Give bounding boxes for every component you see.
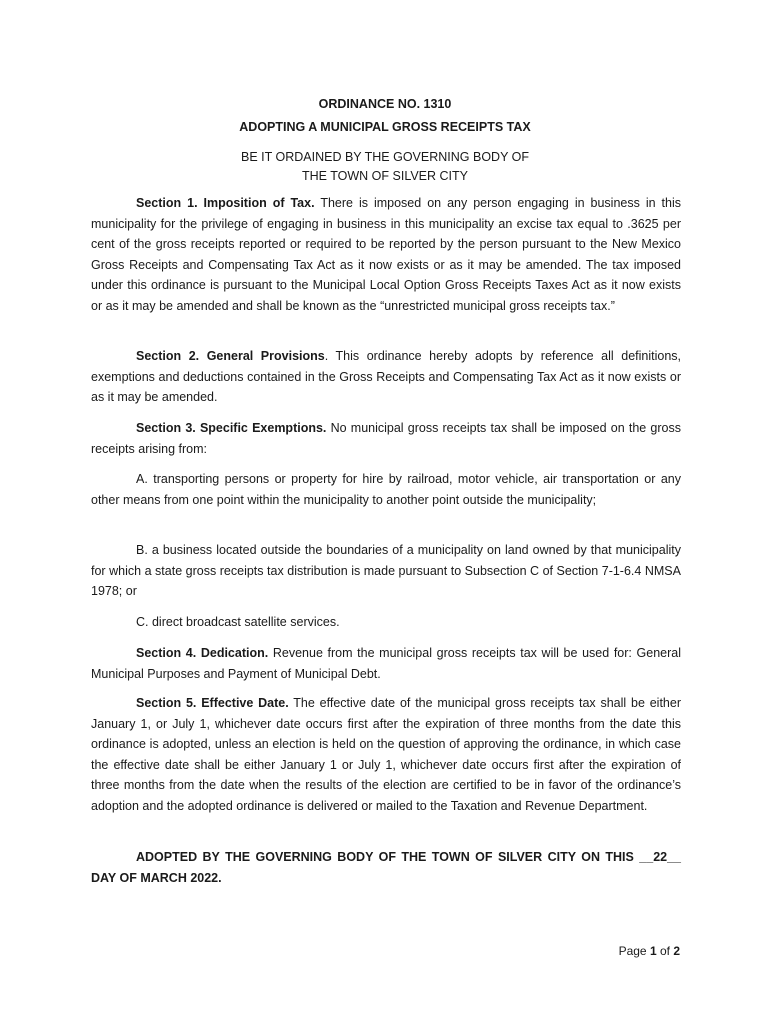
section-2-body: . This ordinance hereby adopts by reference all definitions, exemptions and deductions contained in the Gross Receipts and Compensating Tax Act as it now exists or as it may be amended. — [91, 349, 681, 405]
page-label: Page — [618, 944, 650, 958]
section-3-body: No municipal gross receipts tax shall be imposed on the gross receipts arising from: — [91, 421, 681, 456]
item-c-text: C. direct broadcast satellite services. — [136, 615, 340, 629]
adoption-statement — [91, 847, 681, 888]
adoption-text: ADOPTED BY THE GOVERNING BODY OF THE TOWN OF SILVER CITY ON THIS __22__ DAY OF MARCH 2022. — [91, 850, 681, 885]
page-total: 2 — [673, 944, 680, 958]
ordinance-title: ORDINANCE NO. 1310 — [318, 97, 452, 111]
section-5-heading: Section 5. Effective Date. — [136, 696, 289, 710]
section-2-heading: Section 2. General Provisions — [136, 349, 325, 363]
section-1-body: There is imposed on any person engaging in business in this municipality for the privilege of engaging in business in this municipality an excise tax equal to .3625 per cent of the gross receipts reported or required to be reported by the person pursuant to the New Mexico Gross Receipts and Compensating Tax Act as it now exists or as it may be amended. The tax imposed under this ordinance is pursuant to the Municipal Local Option Gross Receipts Taxes Act as it now exists or as it may be amended and shall be known as the “unrestricted municipal gross receipts tax.” — [91, 196, 682, 313]
exemption-item-a — [91, 469, 681, 510]
section-3 — [91, 418, 681, 459]
item-a-text: A. transporting persons or property for hire by railroad, motor vehicle, air transportation or any other means from one point within the municipality to another point outside the municipality; — [91, 472, 681, 507]
section-2 — [91, 346, 681, 408]
exemption-item-b — [91, 540, 681, 602]
item-b-text: B. a business located outside the boundaries of a municipality on land owned by that municipality for which a state gross receipts tax distribution is made pursuant to Subsection C of Section 7-1-6.4 NMSA 1978; or — [91, 543, 681, 599]
section-4 — [91, 643, 681, 684]
page-of: of — [656, 944, 674, 958]
section-5-body: The effective date of the municipal gross receipts tax shall be either January 1, or July 1, whichever date occurs first after the expiration of three months from the date this ordinance is adopted, unless an election is held on the question of approving the ordinance, in which case the effective date shall be either January 1 or July 1, whichever date occurs first after the expiration of three months from the date when the results of the election are certified to be in favor of the ordinance’s adoption and the adopted ordinance is delivered or mailed to the Taxation and Revenue Department. — [91, 696, 681, 813]
ordinance-subtitle: ADOPTING A MUNICIPAL GROSS RECEIPTS TAX — [239, 120, 531, 134]
enactment-line-2: THE TOWN OF SILVER CITY — [302, 169, 468, 183]
enactment-line-1: BE IT ORDAINED BY THE GOVERNING BODY OF — [240, 150, 530, 164]
section-4-body: Revenue from the municipal gross receipts tax will be used for: General Municipal Purposes and Payment of Municipal Debt. — [91, 646, 681, 681]
section-3-heading: Section 3. Specific Exemptions. — [136, 421, 327, 435]
section-1-heading: Section 1. Imposition of Tax. — [136, 196, 315, 210]
section-4-heading: Section 4. Dedication. — [136, 646, 269, 660]
page-footer — [619, 944, 680, 958]
page-number: 1 — [649, 944, 657, 958]
section-1 — [91, 193, 681, 317]
section-5 — [91, 693, 681, 817]
exemption-item-c — [91, 612, 681, 633]
